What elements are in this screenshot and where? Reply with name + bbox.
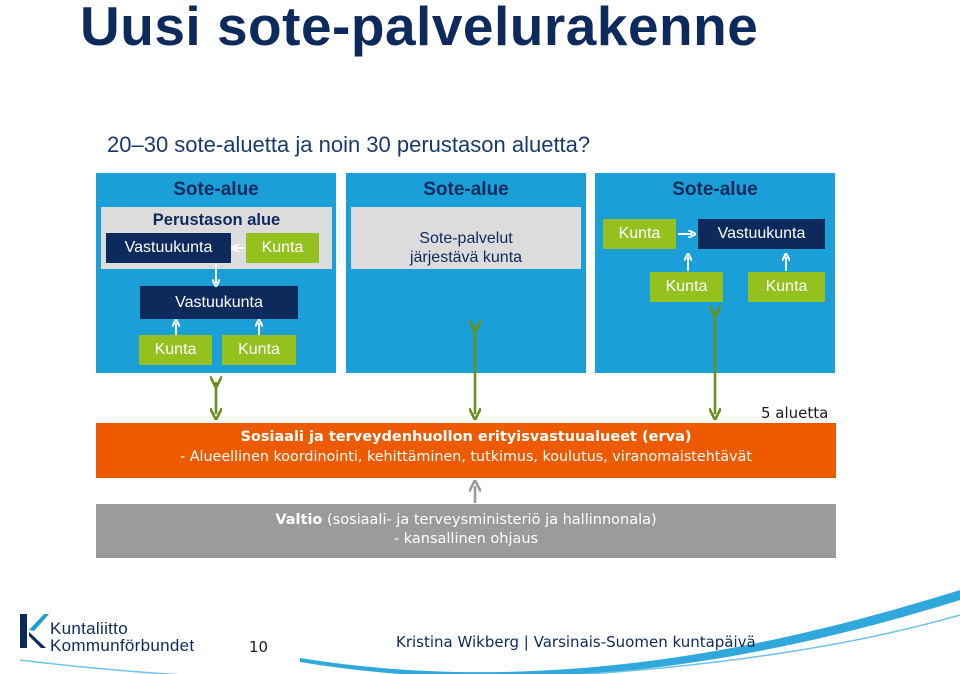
sote-palvelut-line1: Sote-palvelut [419,230,513,247]
erva-count-label: 5 aluetta [761,404,829,422]
logo-text [50,620,194,654]
kunta-box-2: Kunta [748,272,825,302]
vastuukunta-box: Vastuukunta [698,219,825,249]
page-title: Uusi sote-palvelurakenne [80,0,759,57]
kuntaliitto-logo-icon [20,614,49,648]
valtio-box [96,504,836,558]
panel-title: Sote-alue [672,179,758,200]
valtio-bold: Valtio [275,512,323,528]
panel-title: Sote-alue [423,179,509,200]
erva-description: - Alueellinen koordinointi, kehittäminen, tutkimus, koulutus, viranomaistehtävät [180,449,752,465]
panel-title: Sote-alue [173,179,259,200]
erva-box [96,423,836,478]
kunta-box-1: Kunta [650,272,723,302]
inner-kunta-box: Kunta [246,233,319,263]
valtio-rest: (sosiaali- ja terveysministeriö ja hallinnonala) [322,512,657,528]
erva-title: Sosiaali ja terveydenhuollon erityisvastuualueet (erva) [240,429,692,445]
subtitle: 20–30 sote-aluetta ja noin 30 perustason aluetta? [107,132,591,157]
footer-author: Kristina Wikberg | Varsinais-Suomen kuntapäivä [396,633,756,651]
inner-vastuukunta-box: Vastuukunta [106,233,231,263]
perustason-alue-label: Perustason alue [152,211,281,229]
kunta-box-1: Kunta [139,335,212,365]
kunta-box-2: Kunta [222,335,296,365]
decorative-swoosh [300,590,960,674]
logo-line1: Kuntaliitto [50,619,128,638]
valtio-line2: - kansallinen ohjaus [393,531,539,547]
sote-palvelut-line2: järjestävä kunta [409,249,523,266]
vastuukunta-box: Vastuukunta [140,286,298,319]
logo-line2: Kommunförbundet [50,636,195,655]
page-number: 10 [249,638,269,656]
kunta-top-box: Kunta [603,219,676,249]
